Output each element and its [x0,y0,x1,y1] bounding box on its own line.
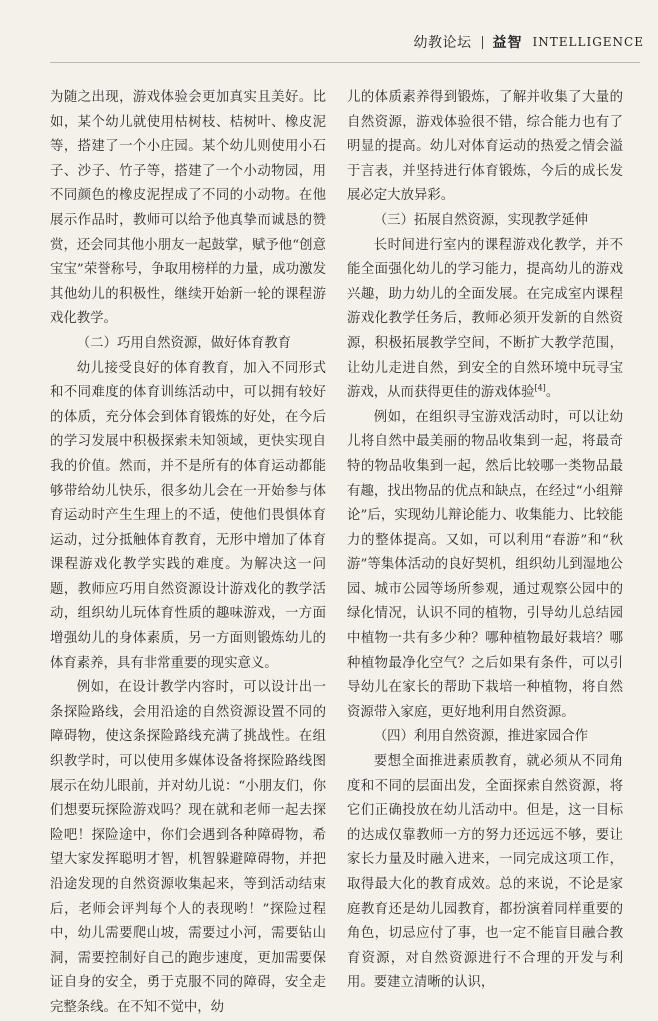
paragraph-end: 。 [545,385,560,401]
section-name-en: INTELLIGENCE [532,35,644,49]
column-name: 幼教论坛 [413,35,472,51]
paragraph: 为随之出现，游戏体验会更加真实且美好。比如，某个幼儿就使用枯树枝、桔树叶、橡皮泥等，搭建了一个小庄园。某个幼儿则使用小石子、沙子、竹子等，搭建了一个小动物园，用不同颜色的橡皮泥捏成了不同的小动物。在他展示作品时，教师可以给予他真挚而诚恳的赞赏，还会同其他小朋友一起鼓掌，赋予他“创意宝宝”荣誉称号，争取用榜样的力量，成功激发其他幼儿的积极性，继续开始新一轮的课程游戏化教学。 [50,90,326,327]
section-heading: （三）拓展自然资源，实现教学延伸 [373,212,589,228]
paragraph: 儿的体质素养得到锻炼，了解并收集了大量的自然资源，游戏体验很不错，综合能力也有了明显的提高。幼儿对体育运动的热爱之情会溢于言表，并坚持进行体育锻炼，今后的成长发展必定大放异彩。 [347,90,623,204]
paragraph: 例如，在组织寻宝游戏活动时，可以让幼儿将自然中最美丽的物品收集到一起，将最奇特的物品收集到一起，然后比较哪一类物品最有趣，找出物品的优点和缺点，在经过“小组辩论”后，实现幼儿辩论能力、收集能力、比较能力的整体提高。又如，可以利用“春游”和“秋游”等集体活动的良好契机，组织幼儿到湿地公园、城市公园等场所参观，通过观察公园中的绿化情况，认识不同的植物，引导幼儿总结园中植物一共有多少种？哪种植物最好栽培？哪种植物最净化空气？之后如果有条件，可以引导幼儿在家长的帮助下栽培一种植物，将自然资源带入家庭，更好地利用自然资源。 [347,409,623,720]
section-heading: （四）利用自然资源，推进家园合作 [373,729,589,745]
paragraph: 要想全面推进素质教育，就必须从不同角度和不同的层面出发，全面探索自然资源，将它们正确投放在幼儿活动中。但是，这一目标的达成仅靠教师一方的努力还远远不够，要让家长力量及时融入进来，一同完成这项工作，取得最大化的教育成效。总的来说，不论是家庭教育还是幼儿园教育，都扮演着同样重要的角色，切忌应付了事，也一定不能盲目融合教育资源，对自然资源进行不合理的开发与利用。要建立清晰的认识， [347,754,623,991]
paragraph: 幼儿接受良好的体育教育，加入不同形式和不同难度的体育训练活动中，可以拥有较好的体质，充分体会到体育锻炼的好处，在今后的学习发展中积极探索未知领域，更快实现自我的价值。然而，并不是所有的体育运动都能够带给幼儿快乐，很多幼儿会在一开始参与体育运动时产生生理上的不适，使他们畏惧体育运动，过分抵触体育教育，无形中增加了体育课程游戏化教学实践的难度。为解决这一问题，教师应巧用自然资源设计游戏化的教学活动，组织幼儿玩体育性质的趣味游戏，一方面增强幼儿的身体素质，另一方面则锻炼幼儿的体育素养，具有非常重要的现实意义。 [50,360,326,671]
section-name-cn: 益智 [492,35,523,51]
header-divider [482,36,483,49]
header-rule [50,62,640,63]
running-header [414,32,644,52]
paragraph [347,234,623,406]
paragraph-text: 长时间进行室内的课程游戏化教学，并不能全面强化幼儿的学习能力，提高幼儿的游戏兴趣，助力幼儿的全面发展。在完成室内课程游戏化教学任务后，教师必须开发新的自然资源，积极拓展教学空间，不断扩大教学范围，让幼儿走进自然，到安全的自然环境中玩寻宝游戏，从而获得更佳的游戏体验 [347,237,623,401]
section-heading: （二）巧用自然资源，做好体育教育 [76,335,292,351]
paragraph: 例如，在设计教学内容时，可以设计出一条探险路线，会用沿途的自然资源设置不同的障碍物，使这条探险路线充满了挑战性。在组织教学时，可以使用多媒体设备将探险路线图展示在幼儿眼前，并对幼儿说：“小朋友们，你们想要玩探险游戏吗？现在就和老师一起去探险吧！探险途中，你们会遇到各种障碍物，希望大家发挥聪明才智，机智躲避障碍物，并把沿途发现的自然资源收集起来，等到活动结束后，老师会评判每个人的表现哟！”探险过程中，幼儿需要爬山坡，需要过小河，需要钻山洞，需要控制好自己的跑步速度，更加需要保证自身的安全，勇于克服不同的障碍，安全走完整条线。在不知不觉中，幼 [50,680,326,1015]
left-column [50,86,326,1021]
citation-ref: [4] [534,383,546,393]
right-column [347,86,623,996]
